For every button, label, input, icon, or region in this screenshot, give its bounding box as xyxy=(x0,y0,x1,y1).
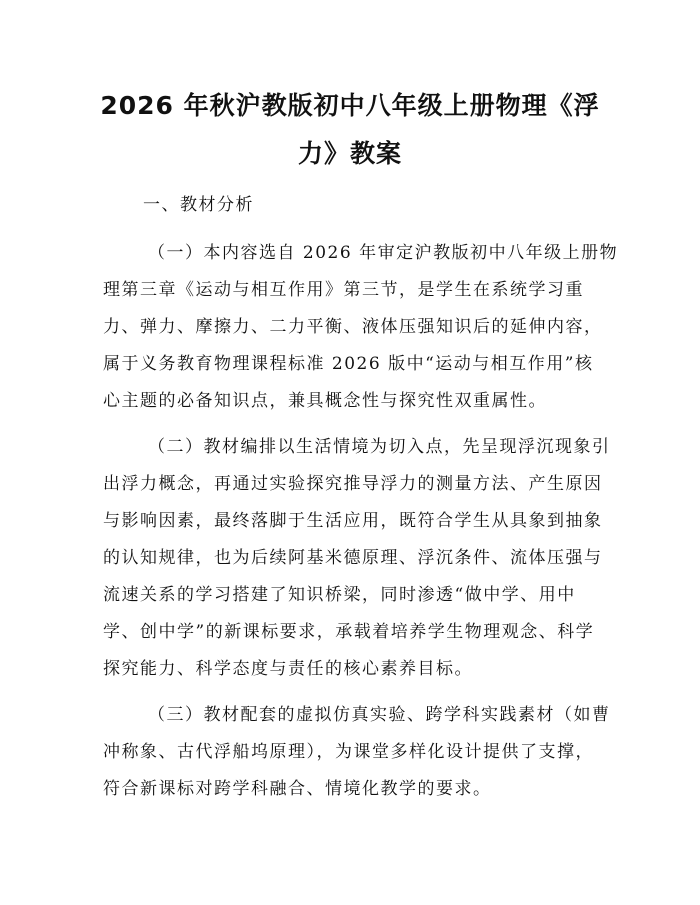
paragraph-2-line-6: 学、创中学”的新课标要求，承载着培养学生物理观念、科学 xyxy=(103,622,595,642)
paragraph-2-line-4: 的认知规律，也为后续阿基米德原理、浮沉条件、流体压强与 xyxy=(103,548,603,568)
section-heading-textbook-analysis: 一、教材分析 xyxy=(143,195,254,215)
document-title-line-1: 2026 年秋沪教版初中八年级上册物理《浮 xyxy=(100,91,600,120)
document-title-line-2: 力》教案 xyxy=(297,139,402,168)
paragraph-2-line-5: 流速关系的学习搭建了知识桥梁，同时渗透“做中学、用中 xyxy=(103,585,576,605)
paragraph-3-line-3: 符合新课标对跨学科融合、情境化教学的要求。 xyxy=(103,779,492,799)
paragraph-1-line-4: 属于义务教育物理课程标准 2026 版中“运动与相互作用”核 xyxy=(103,354,594,374)
paragraph-2-line-1: （二）教材编排以生活情境为切入点，先呈现浮沉现象引 xyxy=(148,437,611,457)
paragraph-1-line-5: 心主题的必备知识点，兼具概念性与探究性双重属性。 xyxy=(103,391,547,411)
paragraph-3-line-1: （三）教材配套的虚拟仿真实验、跨学科实践素材（如曹 xyxy=(148,705,611,725)
paragraph-2-line-2: 出浮力概念，再通过实验探究推导浮力的测量方法、产生原因 xyxy=(103,474,603,494)
paragraph-1-line-2: 理第三章《运动与相互作用》第三节，是学生在系统学习重 xyxy=(103,280,584,300)
paragraph-1-line-3: 力、弹力、摩擦力、二力平衡、液体压强知识后的延伸内容， xyxy=(103,317,603,337)
paragraph-2-line-3: 与影响因素，最终落脚于生活应用，既符合学生从具象到抽象 xyxy=(103,511,603,531)
paragraph-1-line-1: （一）本内容选自 2026 年审定沪教版初中八年级上册物 xyxy=(148,243,619,263)
paragraph-2-line-7: 探究能力、科学态度与责任的核心素养目标。 xyxy=(103,659,473,679)
paragraph-3-line-2: 冲称象、古代浮船坞原理），为课堂多样化设计提供了支撑， xyxy=(103,742,594,762)
